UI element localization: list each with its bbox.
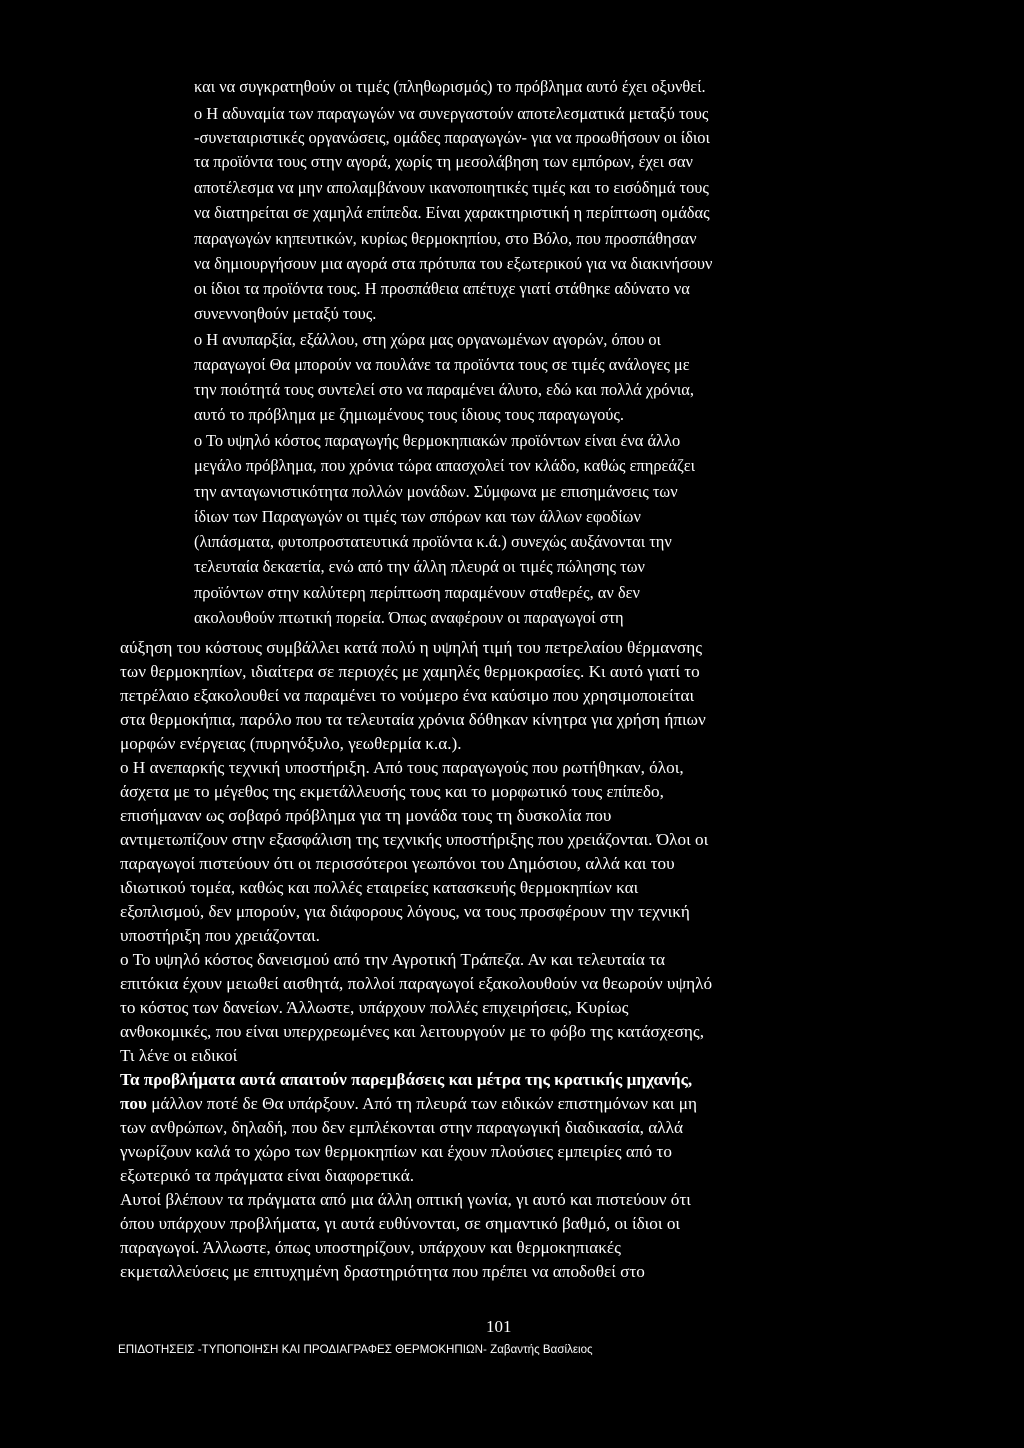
text-line: γνωρίζουν καλά το χώρο των θερμοκηπίων και έχουν πλούσιες εμπειρίες από το	[120, 1142, 672, 1161]
text-line: ιδιωτικού τομέα, καθώς και πολλές εταιρείες κατασκευής θερμοκηπίων και	[120, 878, 639, 897]
text-line: ίδιων των Παραγωγών οι τιμές των σπόρων και των άλλων εφοδίων	[194, 507, 641, 526]
text-line: ο Η ανεπαρκής τεχνική υποστήριξη. Από τους παραγωγούς που ρωτήθηκαν, όλοι,	[120, 758, 684, 777]
text-line: την ανταγωνιστικότητα πολλών μονάδων. Σύμφωνα με επισημάνσεις των	[194, 482, 678, 501]
text-span: μάλλον ποτέ δε Θα υπάρξουν. Από τη πλευρά των ειδικών επιστημόνων και μη	[146, 1094, 697, 1113]
text-line: αυτό το πρόβλημα με ζημιωμένους τους ίδιους τους παραγωγούς.	[194, 405, 624, 424]
text-line: πετρέλαιο εξακολουθεί να παραμένει το νούμερο ένα καύσιμο που χρησιμοποιείται	[120, 686, 695, 705]
text-line: παραγωγοί πιστεύουν ότι οι περισσότεροι γεωπόνοι του Δημόσιου, αλλά και του	[120, 854, 675, 873]
text-line: τα προϊόντα τους στην αγορά, χωρίς τη μεσολάβηση των εμπόρων, έχει σαν	[194, 152, 693, 171]
text-line: ανθοκομικές, που είναι υπερχρεωμένες και λειτουργούν με το φόβο της κατάσχεσης,	[120, 1022, 704, 1041]
text-line: παραγωγοί. Άλλωστε, όπως υποστηρίζουν, υπάρχουν και θερμοκηπιακές	[120, 1238, 621, 1257]
text-line: παραγωγοί Θα μπορούν να πουλάνε τα προϊόντα τους σε τιμές ανάλογες με	[194, 355, 690, 374]
text-line: μορφών ενέργειας (πυρηνόξυλο, γεωθερμία κ.α.).	[120, 734, 462, 753]
text-line: την ποιότητά τους συντελεί στο να παραμένει άλυτο, εδώ και πολλά χρόνια,	[194, 380, 694, 399]
text-line: προϊόντων στην καλύτερη περίπτωση παραμένουν σταθερές, αν δεν	[194, 583, 640, 602]
text-line: αντιμετωπίζουν στην εξασφάλιση της τεχνικής υποστήριξης που χρειάζονται. Όλοι οι	[120, 830, 709, 849]
text-line: ο Η αδυναμία των παραγωγών να συνεργαστούν αποτελεσματικά μεταξύ τους	[194, 104, 709, 123]
text-line: των ανθρώπων, δηλαδή, που δεν εμπλέκονται στην παραγωγική διαδικασία, αλλά	[120, 1118, 683, 1137]
text-line: επιτόκια έχουν μειωθεί αισθητά, πολλοί παραγωγοί εξακολουθούν να θεωρούν υψηλό	[120, 974, 713, 993]
page-number: 101	[486, 1317, 512, 1336]
bold-statement: Τα προβλήματα αυτά απαιτούν παρεμβάσεις και μέτρα της κρατικής μηχανής,	[120, 1070, 693, 1089]
text-line: αποτέλεσμα να μην απολαμβάνουν ικανοποιητικές τιμές και το εισόδημά τους	[194, 178, 709, 197]
text-line: των θερμοκηπίων, ιδιαίτερα σε περιοχές με χαμηλές θερμοκρασίες. Κι αυτό γιατί το	[120, 662, 700, 681]
text-line: άσχετα με το μέγεθος της εκμετάλλευσής τους και το μορφωτικό τους επίπεδο,	[120, 782, 664, 801]
text-line: ο Το υψηλό κόστος παραγωγής θερμοκηπιακών προϊόντων είναι ένα άλλο	[194, 431, 681, 450]
text-line: οι ίδιοι τα προϊόντα τους. Η προσπάθεια απέτυχε γιατί στάθηκε αδύνατο να	[194, 279, 690, 298]
text-line: τελευταία δεκαετία, ενώ από την άλλη πλευρά οι τιμές πώλησης των	[194, 557, 645, 576]
text-line	[120, 1093, 697, 1115]
text-line: ακολουθούν πτωτική πορεία. Όπως αναφέρουν οι παραγωγοί στη	[194, 608, 624, 627]
text-line: ο Το υψηλό κόστος δανεισμού από την Αγροτική Τράπεζα. Αν και τελευταία τα	[120, 950, 666, 969]
text-line: το κόστος των δανείων. Άλλωστε, υπάρχουν πολλές επιχειρήσεις, Κυρίως	[120, 998, 629, 1017]
bold-word: που	[120, 1094, 147, 1113]
text-line: ο Η ανυπαρξία, εξάλλου, στη χώρα μας οργανωμένων αγορών, όπου οι	[194, 330, 661, 349]
text-line: Αυτοί βλέπουν τα πράγματα από μια άλλη οπτική γωνία, γι αυτό και πιστεύουν ότι	[120, 1190, 691, 1209]
text-line: επισήμαναν ως σοβαρό πρόβλημα για τη μονάδα τους τη δυσκολία που	[120, 806, 612, 825]
text-line: εξωτερικό τα πράγματα είναι διαφορετικά.	[120, 1166, 415, 1185]
text-line: (λιπάσματα, φυτοπροστατευτικά προϊόντα κ.ά.) συνεχώς αυξάνονται την	[194, 532, 672, 551]
text-line: μεγάλο πρόβλημα, που χρόνια τώρα απασχολεί τον κλάδο, καθώς επηρεάζει	[194, 456, 696, 475]
page-footer: ΕΠΙΔΟΤΗΣΕΙΣ -ΤΥΠΟΠΟΙΗΣΗ ΚΑΙ ΠΡΟΔΙΑΓΡΑΦΕΣ ΘΕΡΜΟΚΗΠΙΩΝ- Ζαβαντής Βασίλειος	[118, 1343, 593, 1356]
text-line: εκμεταλλεύσεις με επιτυχημένη δραστηριότητα που πρέπει να αποδοθεί στο	[120, 1262, 645, 1281]
text-line: όπου υπάρχουν προβλήματα, γι αυτά ευθύνονται, σε σημαντικό βαθμό, οι ίδιοι οι	[120, 1214, 681, 1233]
text-line: υποστήριξη που χρειάζονται.	[120, 926, 320, 945]
text-line: Τι λένε οι ειδικοί	[120, 1046, 238, 1065]
text-line: να διατηρείται σε χαμηλά επίπεδα. Είναι χαρακτηριστική η περίπτωση ομάδας	[194, 203, 710, 222]
text-line: παραγωγών κηπευτικών, κυρίως θερμοκηπίου, στο Βόλο, που προσπάθησαν	[194, 229, 697, 248]
text-line: εξοπλισμού, δεν μπορούν, για διάφορους λόγους, να τους προσφέρουν την τεχνική	[120, 902, 690, 921]
text-line: να δημιουργήσουν μια αγορά στα πρότυπα του εξωτερικού για να διακινήσουν	[194, 254, 713, 273]
text-line: αύξηση του κόστους συμβάλλει κατά πολύ η υψηλή τιμή του πετρελαίου θέρμανσης	[120, 638, 703, 657]
text-line: στα θερμοκήπια, παρόλο που τα τελευταία χρόνια δόθηκαν κίνητρα για χρήση ήπιων	[120, 710, 706, 729]
text-line: και να συγκρατηθούν οι τιμές (πληθωρισμός) το πρόβλημα αυτό έχει οξυνθεί.	[194, 77, 706, 96]
text-line: συνεννοηθούν μεταξύ τους.	[194, 304, 377, 323]
text-line: -συνεταιριστικές οργανώσεις, ομάδες παραγωγών- για να προωθήσουν οι ίδιοι	[194, 128, 710, 147]
